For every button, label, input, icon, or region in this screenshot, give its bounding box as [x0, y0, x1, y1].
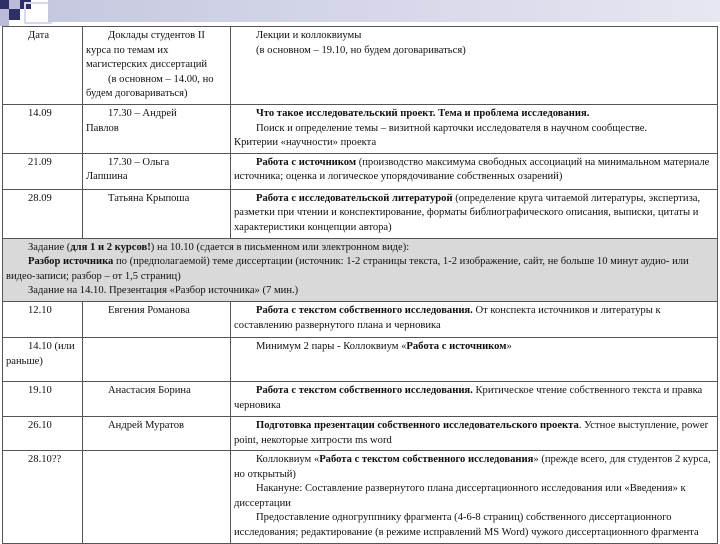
- row-date: 14.09: [3, 104, 83, 153]
- table-row: [3, 337, 718, 381]
- decor-square: [9, 9, 20, 20]
- row-speaker: Евгения Романова: [83, 301, 231, 337]
- row-date: 28.10??: [3, 451, 83, 544]
- header-row: [3, 27, 718, 105]
- decor-square: [0, 9, 9, 20]
- header-date: Дата: [3, 27, 83, 105]
- table-row: [3, 416, 718, 450]
- row-date: 19.10: [3, 381, 83, 416]
- row-topic: Что такое исследовательский проект. Тема и проблема исследования. Поиск и определение темы – визитной карточки исследователя в научном сообществе. Критерии «научности» проекта: [231, 104, 718, 153]
- row-speaker: 17.30 – Андрей Павлов: [83, 104, 231, 153]
- row-topic: Работа с источником (производство максимума свободных ассоциаций на минимальном материале источника; оценка и логическое упорядочивание собственных озарений): [231, 153, 718, 189]
- row-topic: Работа с текстом собственного исследования. От конспекта источников и литературы к составлению развернутого плана и черновика: [231, 301, 718, 337]
- schedule-table: [2, 26, 718, 544]
- header-lectures: Лекции и коллоквиумы (в основном – 19.10, но будем договариваться): [231, 27, 718, 105]
- row-speaker: [83, 451, 231, 544]
- decor-square: [9, 0, 20, 9]
- table-row: [3, 189, 718, 238]
- row-speaker: 17.30 – Ольга Лапшина: [83, 153, 231, 189]
- decor-square: [0, 0, 9, 9]
- header-reports: Доклады студентов II курса по темам их магистерских диссертаций (в основном – 14.00, но будем договариваться): [83, 27, 231, 105]
- assignment-row: [3, 238, 718, 301]
- topic-title: Что такое исследовательский проект. Тема и проблема исследования.: [256, 107, 590, 119]
- row-speaker: Андрей Муратов: [83, 416, 231, 450]
- table-row: [3, 301, 718, 337]
- row-topic: Работа с текстом собственного исследования. Критическое чтение собственного текста и правка черновика: [231, 381, 718, 416]
- assignment-cell: Задание (для 1 и 2 курсов!) на 10.10 (сдается в письменном или электронном виде): Разбор источника по (предполагаемой) теме диссертации (источник: 1-2 страницы текста, 1-2 изображение, сайт, не больше 10 минут аудио- или видео-записи; разбор – от 1,5 страниц) Задание на 14.10. Презентация «Разбор источника» (7 мин.): [3, 238, 718, 301]
- row-speaker: [83, 337, 231, 381]
- decor-stripe: [48, 0, 720, 22]
- row-speaker: Анастасия Борина: [83, 381, 231, 416]
- table-row: [3, 104, 718, 153]
- decorative-header: [0, 0, 720, 26]
- row-topic: Подготовка презентации собственного исследовательского проекта. Устное выступление, power point, некоторые хитрости ms word: [231, 416, 718, 450]
- row-date: 14.10 (или раньше): [3, 337, 83, 381]
- table-row: [3, 381, 718, 416]
- row-date: 26.10: [3, 416, 83, 450]
- table-row: [3, 153, 718, 189]
- row-speaker: Татьяна Крыпоша: [83, 189, 231, 238]
- row-topic: Работа с исследовательской литературой (определение круга читаемой литературы, экспертиза, разметки при чтении и конспектирование, форматы библиографического описания, выписки, цитаты и характеристики концепции автора): [231, 189, 718, 238]
- row-date: 28.09: [3, 189, 83, 238]
- row-date: 12.10: [3, 301, 83, 337]
- topic-title: Работа с исследовательской литературой: [256, 192, 453, 204]
- row-topic: Коллоквиум «Работа с текстом собственного исследования» (прежде всего, для студентов 2 курса, но открытый) Накануне: Составление развернутого плана диссертационного исследования или «Введения» к диссертации Предоставление одногруппнику фрагмента (4-6-8 страниц) собственного диссертационного исследования; редактирование (в режиме исправлений MS Word) чужого диссертационного фрагмента: [231, 451, 718, 544]
- row-topic: Минимум 2 пары - Коллоквиум «Работа с источником»: [231, 337, 718, 381]
- table-row: [3, 451, 718, 544]
- topic-title: Работа с источником: [256, 156, 357, 168]
- row-date: 21.09: [3, 153, 83, 189]
